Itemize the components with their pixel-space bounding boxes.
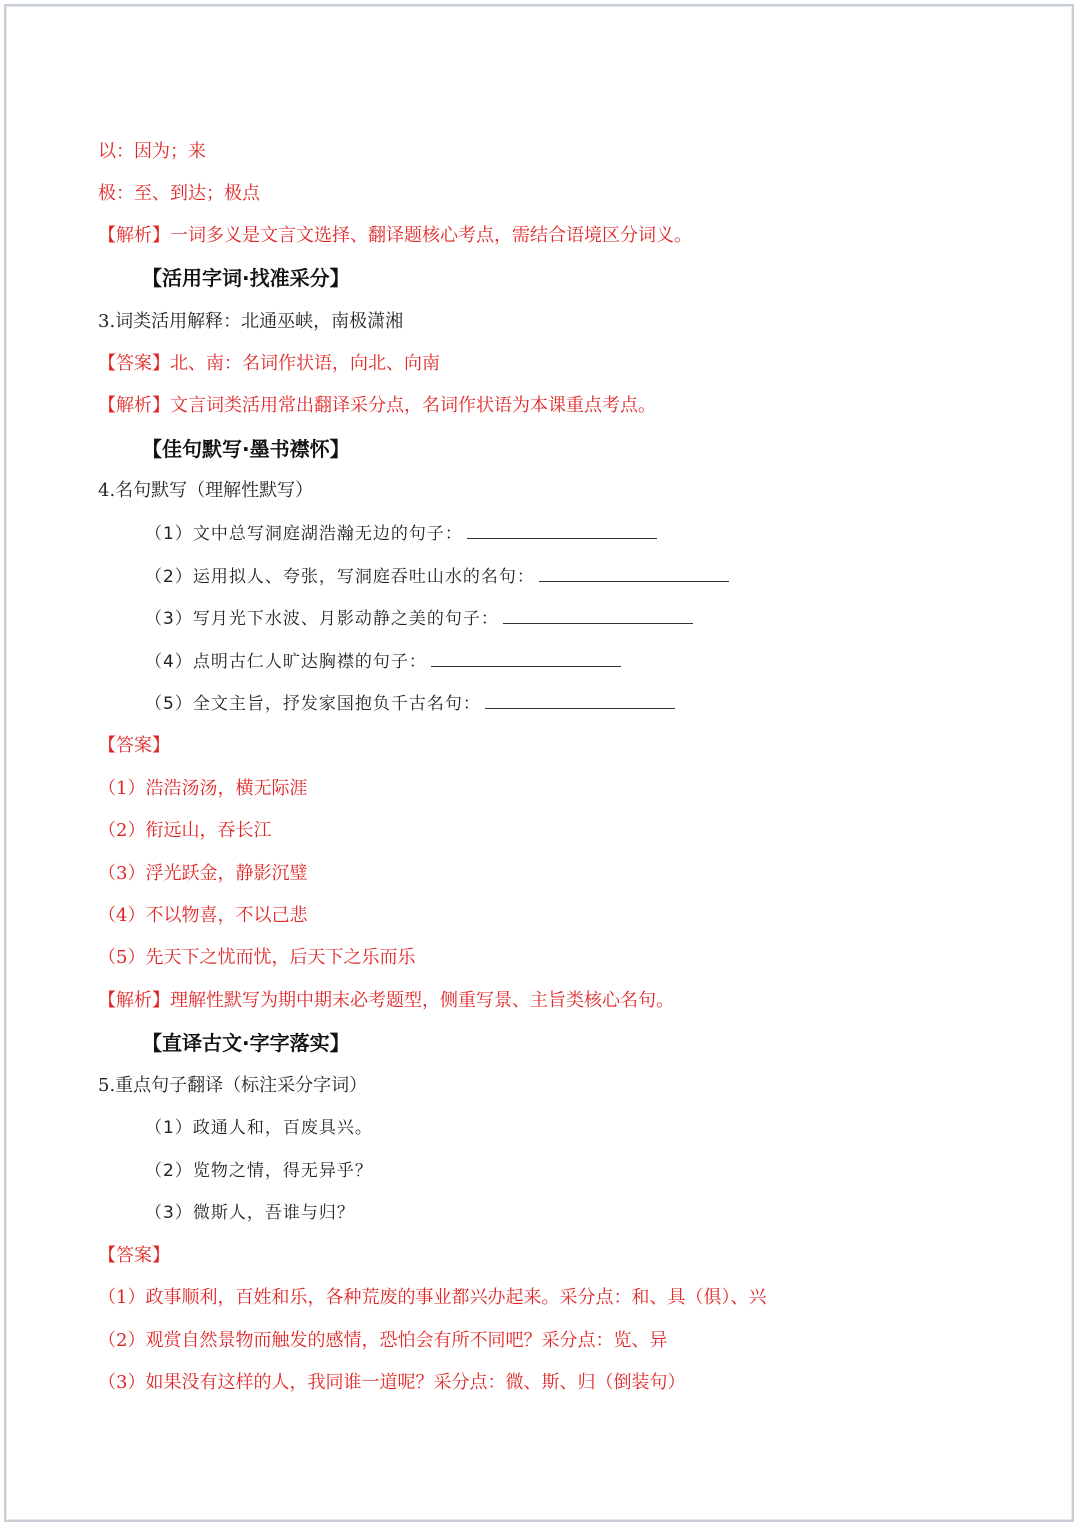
answer-blank[interactable] xyxy=(467,522,657,539)
question-5-3: （3）微斯人，吾谁与归？ xyxy=(145,1203,355,1223)
analysis-4 xyxy=(98,989,674,1013)
answer-4-3: （3）浮光跃金，静影沉璧 xyxy=(98,863,308,884)
question-5-2: （2）览物之情，得无异乎？ xyxy=(145,1161,373,1181)
question-4-3 xyxy=(145,607,693,631)
section-heading-zhiyi: 【直译古文·字字落实】 xyxy=(142,1031,350,1055)
answer-5-3: （3）如果没有这样的人，我同谁一道呢？采分点：微、斯、归（倒装句） xyxy=(98,1372,686,1393)
question-4-1 xyxy=(145,522,657,546)
section-heading-huoyong: 【活用字词·找准采分】 xyxy=(142,266,350,290)
question-3: 3.词类活用解释：北通巫峡，南极潇湘 xyxy=(98,311,404,332)
analysis-text: 文言词类活用常出翻译采分点，名词作状语为本课重点考点。 xyxy=(170,395,656,416)
question-4-5-text: （5）全文主旨，抒发家国抱负千古名句： xyxy=(145,694,481,714)
answer-blank[interactable] xyxy=(539,565,729,582)
question-4: 4.名句默写（理解性默写） xyxy=(98,480,314,501)
question-4-2 xyxy=(145,565,729,589)
question-4-4-text: （4）点明古仁人旷达胸襟的句子： xyxy=(145,652,427,672)
question-4-1-text: （1）文中总写洞庭湖浩瀚无边的句子： xyxy=(145,524,463,544)
answer-5-2: （2）观赏自然景物而触发的感情，恐怕会有所不同吧？采分点：览、异 xyxy=(98,1330,668,1351)
answer-blank[interactable] xyxy=(503,607,693,624)
meaning-ji: 极：至、到达；极点 xyxy=(98,183,260,204)
analysis-1 xyxy=(98,224,692,248)
answer-4-1: （1）浩浩汤汤，横无际涯 xyxy=(98,778,308,799)
meaning-yi: 以：因为；来 xyxy=(98,141,206,162)
answer-blank[interactable] xyxy=(431,650,621,667)
question-4-4 xyxy=(145,650,621,674)
answer-tag: 【答案】 xyxy=(98,353,170,374)
answer-text: 北、南：名词作状语，向北、向南 xyxy=(170,353,440,374)
question-4-5 xyxy=(145,692,675,716)
analysis-text: 理解性默写为期中期末必考题型，侧重写景、主旨类核心名句。 xyxy=(170,990,674,1011)
analysis-tag: 【解析】 xyxy=(98,225,170,246)
answer-4-4: （4）不以物喜，不以己悲 xyxy=(98,905,308,926)
analysis-tag: 【解析】 xyxy=(98,395,170,416)
question-4-3-text: （3）写月光下水波、月影动静之美的句子： xyxy=(145,609,499,629)
answer-4-2: （2）衔远山，吞长江 xyxy=(98,820,272,841)
answer-4-tag: 【答案】 xyxy=(98,735,170,756)
question-5: 5.重点句子翻译（标注采分字词） xyxy=(98,1075,368,1096)
question-4-2-text: （2）运用拟人、夸张，写洞庭吞吐山水的名句： xyxy=(145,567,535,587)
answer-5-1: （1）政事顺利，百姓和乐，各种荒废的事业都兴办起来。采分点：和、具（俱）、兴 xyxy=(98,1287,767,1308)
section-heading-jiaju: 【佳句默写·墨书襟怀】 xyxy=(142,437,350,461)
answer-5-tag: 【答案】 xyxy=(98,1245,170,1266)
analysis-text: 一词多义是文言文选择、翻译题核心考点，需结合语境区分词义。 xyxy=(170,225,692,246)
answer-blank[interactable] xyxy=(485,692,675,709)
analysis-tag: 【解析】 xyxy=(98,990,170,1011)
answer-4-5: （5）先天下之忧而忧，后天下之乐而乐 xyxy=(98,947,416,968)
question-5-1: （1）政通人和，百废具兴。 xyxy=(145,1118,373,1138)
analysis-3 xyxy=(98,394,656,418)
answer-3 xyxy=(98,352,440,376)
